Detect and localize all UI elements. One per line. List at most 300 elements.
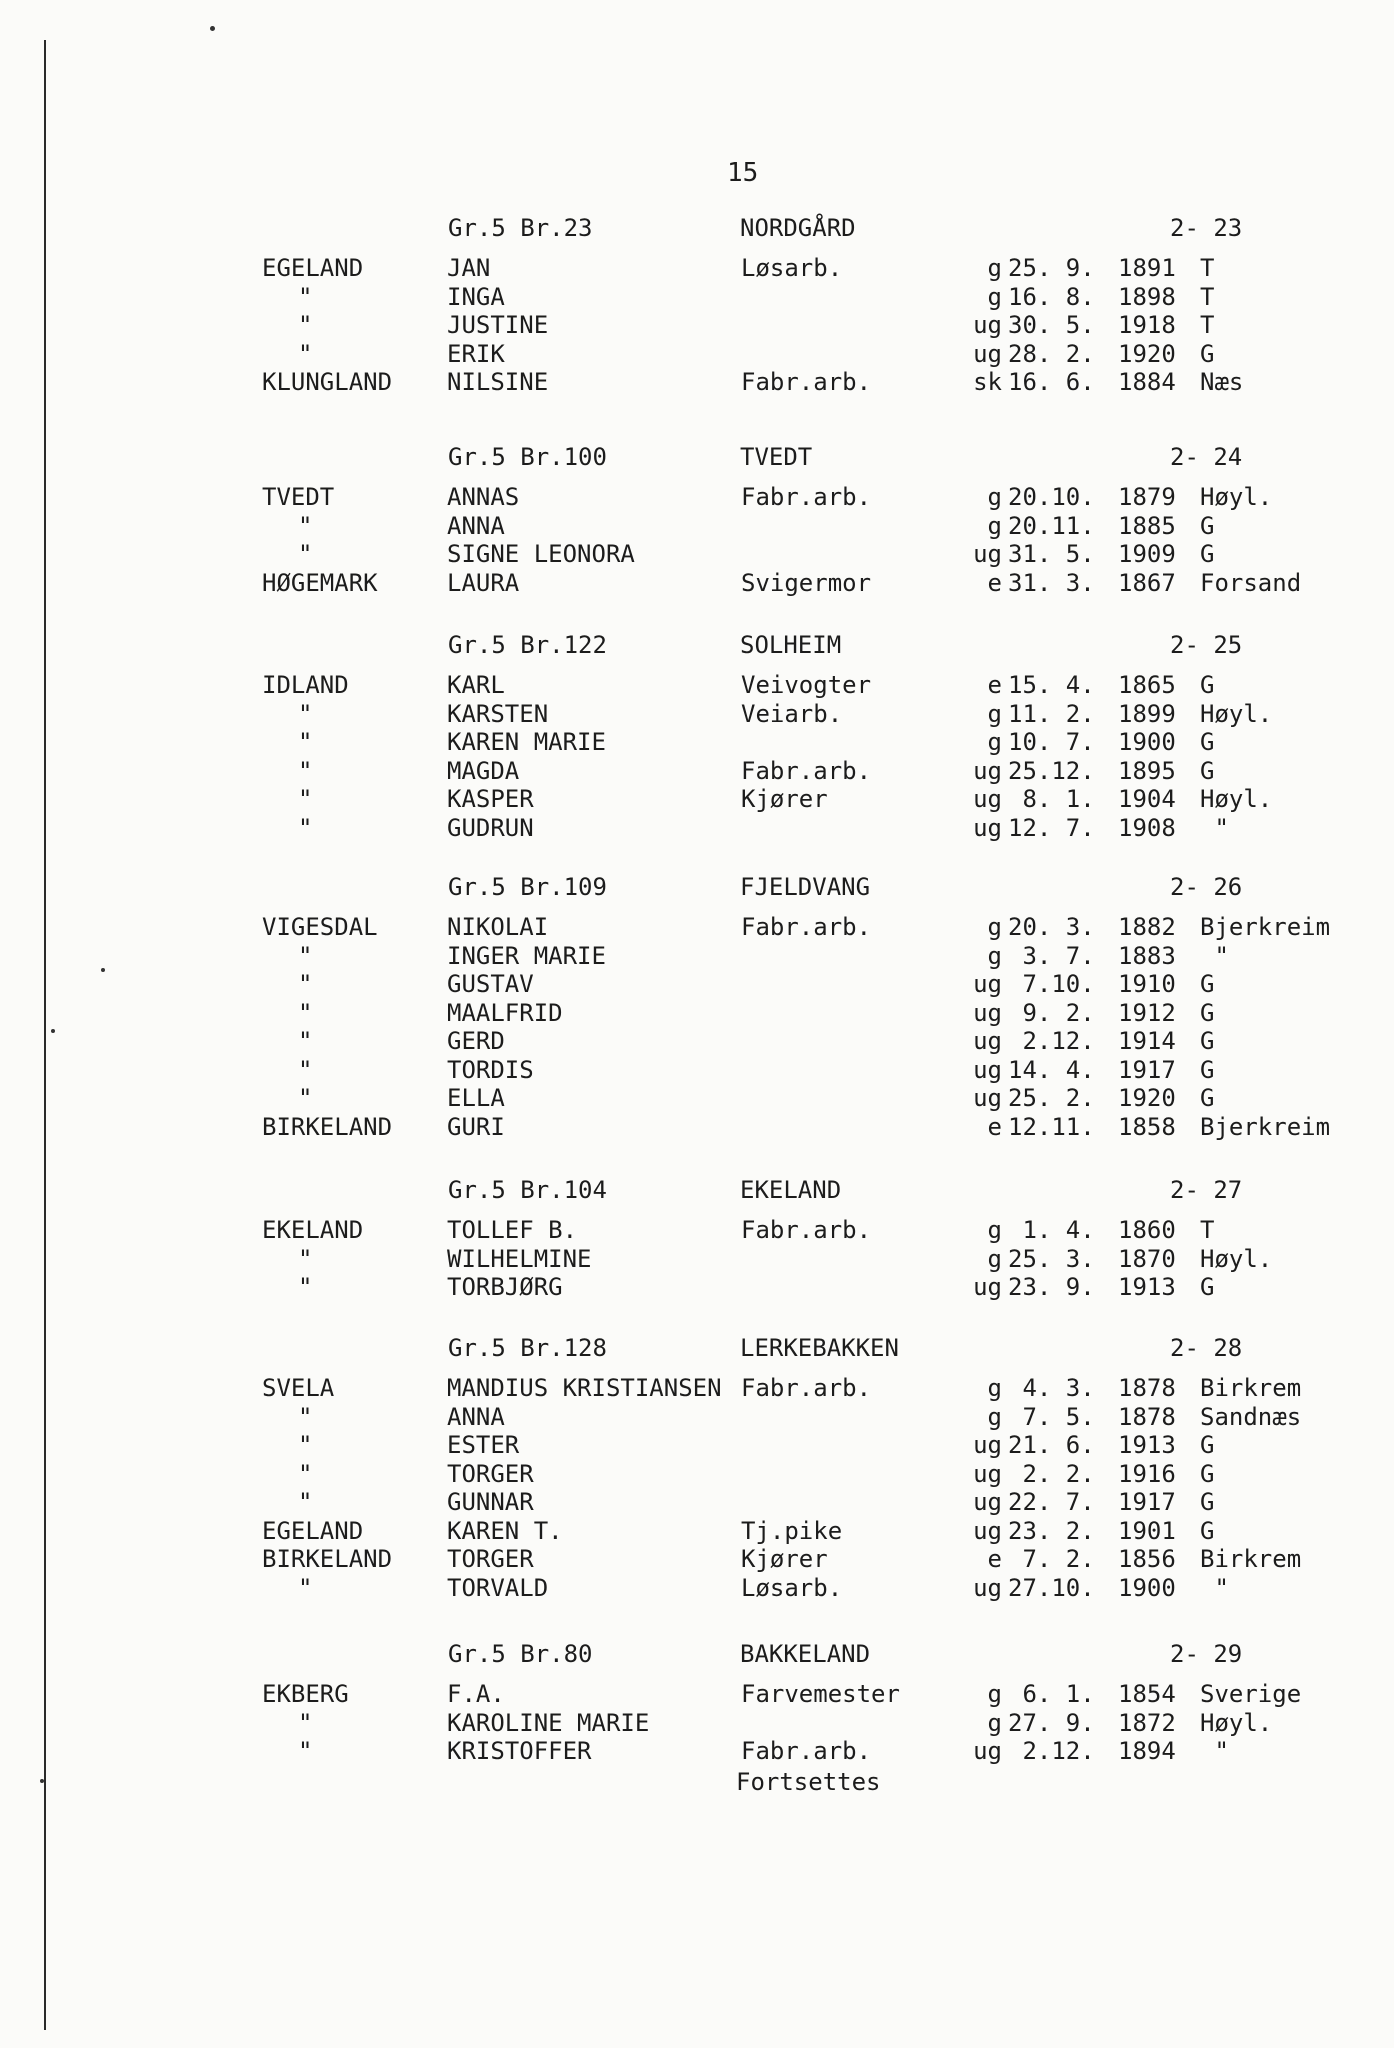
given-name: MAALFRID (447, 998, 563, 1027)
given-name: JUSTINE (447, 311, 549, 339)
birth-date: 4. 3. (1008, 1374, 1095, 1402)
surname: " (298, 970, 313, 998)
birth-year: 1900 (1118, 1573, 1176, 1602)
given-name: ANNA (447, 511, 505, 540)
section-header (0, 214, 1394, 248)
marital-status: g (987, 699, 1002, 728)
birth-place: G (1200, 1273, 1215, 1301)
birth-place: Høyl. (1200, 1244, 1273, 1273)
surname: " (298, 1273, 313, 1301)
table-row (0, 1574, 1394, 1604)
marital-status: g (987, 728, 1002, 756)
surname: " (298, 1027, 313, 1055)
surname: " (298, 1055, 313, 1084)
birth-place: G (1200, 671, 1215, 699)
section-farm-name: EKELAND (740, 1176, 842, 1204)
marital-status: g (987, 511, 1002, 540)
birth-year: 1894 (1118, 1737, 1176, 1765)
birth-date: 27. 9. (1008, 1708, 1095, 1737)
birth-date: 16. 8. (1008, 282, 1095, 311)
birth-place: G (1200, 1516, 1215, 1545)
section-ref: Gr.5 Br.122 (448, 631, 607, 659)
surname: EGELAND (262, 1516, 364, 1545)
birth-place: Sverige (1200, 1680, 1302, 1708)
given-name: TORGER (447, 1545, 534, 1573)
given-name: INGA (447, 282, 505, 311)
birth-date: 12.11. (1008, 1112, 1095, 1141)
birth-place: Bjerkreim (1200, 1112, 1331, 1141)
table-row (0, 970, 1394, 1000)
birth-place: G (1200, 970, 1215, 998)
table-row (0, 757, 1394, 787)
marital-status: g (987, 913, 1002, 941)
section-code: 2- 23 (1170, 214, 1243, 242)
occupation: Fabr.arb. (741, 368, 872, 396)
surname: " (298, 1084, 313, 1112)
section-farm-name: LERKEBAKKEN (740, 1334, 899, 1362)
section-header (0, 443, 1394, 477)
birth-year: 1878 (1118, 1374, 1176, 1402)
birth-place: " (1200, 1737, 1229, 1765)
birth-date: 22. 7. (1008, 1488, 1095, 1516)
section-header (0, 1176, 1394, 1210)
birth-year: 1872 (1118, 1708, 1176, 1737)
marital-status: ug (973, 1737, 1002, 1765)
scan-speck (210, 26, 215, 31)
table-row (0, 1431, 1394, 1461)
birth-year: 1856 (1118, 1545, 1176, 1573)
section-header (0, 1334, 1394, 1368)
marital-status: ug (973, 1516, 1002, 1545)
surname: " (298, 311, 313, 339)
given-name: GUSTAV (447, 970, 534, 998)
marital-status: ug (973, 1431, 1002, 1459)
section-code: 2- 24 (1170, 443, 1243, 471)
section-farm-name: SOLHEIM (740, 631, 842, 659)
surname: " (298, 282, 313, 311)
occupation: Kjører (741, 785, 828, 813)
birth-place: Høyl. (1200, 483, 1273, 511)
birth-place: G (1200, 1055, 1215, 1084)
marital-status: g (987, 483, 1002, 511)
birth-date: 14. 4. (1008, 1055, 1095, 1084)
birth-date: 20.10. (1008, 483, 1095, 511)
birth-date: 31. 3. (1008, 568, 1095, 597)
birth-year: 1865 (1118, 671, 1176, 699)
occupation: Løsarb. (741, 1573, 843, 1602)
birth-date: 2.12. (1008, 1027, 1095, 1055)
birth-place: G (1200, 728, 1215, 756)
birth-date: 25. 2. (1008, 1084, 1095, 1112)
surname: " (298, 699, 313, 728)
table-row (0, 254, 1394, 284)
birth-place: Høyl. (1200, 699, 1273, 728)
birth-place: Bjerkreim (1200, 913, 1331, 941)
surname: " (298, 941, 313, 970)
marital-status: g (987, 1680, 1002, 1708)
section-farm-name: NORDGÅRD (740, 214, 856, 242)
birth-date: 6. 1. (1008, 1680, 1095, 1708)
birth-place: G (1200, 1027, 1215, 1055)
birth-year: 1918 (1118, 311, 1176, 339)
table-row (0, 942, 1394, 972)
surname: BIRKELAND (262, 1545, 393, 1573)
occupation: Svigermor (741, 568, 872, 597)
occupation: Fabr.arb. (741, 756, 872, 785)
surname: " (298, 1402, 313, 1431)
given-name: MANDIUS KRISTIANSEN (447, 1374, 722, 1402)
occupation: Fabr.arb. (741, 1374, 872, 1402)
birth-place: G (1200, 1488, 1215, 1516)
table-row (0, 1027, 1394, 1057)
marital-status: ug (973, 1055, 1002, 1084)
birth-place: G (1200, 998, 1215, 1027)
surname: " (298, 756, 313, 785)
birth-date: 1. 4. (1008, 1216, 1095, 1244)
birth-date: 23. 2. (1008, 1516, 1095, 1545)
table-row (0, 1545, 1394, 1575)
given-name: ERIK (447, 339, 505, 368)
birth-year: 1858 (1118, 1112, 1176, 1141)
birth-year: 1917 (1118, 1488, 1176, 1516)
birth-date: 30. 5. (1008, 311, 1095, 339)
table-row (0, 1273, 1394, 1303)
surname: IDLAND (262, 671, 349, 699)
marital-status: g (987, 1708, 1002, 1737)
birth-year: 1900 (1118, 728, 1176, 756)
marital-status: ug (973, 1084, 1002, 1112)
birth-year: 1883 (1118, 941, 1176, 970)
table-row (0, 671, 1394, 701)
table-row (0, 1680, 1394, 1710)
table-row (0, 1709, 1394, 1739)
birth-place: G (1200, 1459, 1215, 1488)
given-name: F.A. (447, 1680, 505, 1708)
marital-status: g (987, 1216, 1002, 1244)
table-row (0, 1374, 1394, 1404)
birth-date: 31. 5. (1008, 540, 1095, 568)
surname: " (298, 1431, 313, 1459)
table-row (0, 483, 1394, 513)
given-name: KASPER (447, 785, 534, 813)
birth-date: 7. 2. (1008, 1545, 1095, 1573)
marital-status: ug (973, 998, 1002, 1027)
given-name: GUDRUN (447, 813, 534, 842)
marital-status: ug (973, 1027, 1002, 1055)
occupation: Veiarb. (741, 699, 843, 728)
birth-place: G (1200, 540, 1215, 568)
table-row (0, 311, 1394, 341)
given-name: JAN (447, 254, 491, 282)
section-header (0, 873, 1394, 907)
table-row (0, 913, 1394, 943)
given-name: KAROLINE MARIE (447, 1708, 650, 1737)
birth-date: 10. 7. (1008, 728, 1095, 756)
birth-place: " (1200, 813, 1229, 842)
birth-place: T (1200, 1216, 1215, 1244)
birth-place: Forsand (1200, 568, 1302, 597)
scan-speck (40, 1779, 44, 1783)
birth-date: 11. 2. (1008, 699, 1095, 728)
given-name: NIKOLAI (447, 913, 549, 941)
birth-date: 20.11. (1008, 511, 1095, 540)
table-row (0, 1113, 1394, 1143)
marital-status: ug (973, 311, 1002, 339)
birth-year: 1860 (1118, 1216, 1176, 1244)
table-row (0, 569, 1394, 599)
table-row (0, 1245, 1394, 1275)
table-row (0, 512, 1394, 542)
birth-year: 1885 (1118, 511, 1176, 540)
section-farm-name: BAKKELAND (740, 1640, 871, 1668)
table-row (0, 1084, 1394, 1114)
given-name: LAURA (447, 568, 520, 597)
birth-year: 1878 (1118, 1402, 1176, 1431)
birth-date: 8. 1. (1008, 785, 1095, 813)
given-name: WILHELMINE (447, 1244, 592, 1273)
birth-date: 12. 7. (1008, 813, 1095, 842)
surname: " (298, 998, 313, 1027)
marital-status: e (987, 671, 1002, 699)
surname: EGELAND (262, 254, 364, 282)
table-row (0, 1488, 1394, 1518)
surname: " (298, 785, 313, 813)
table-row (0, 1403, 1394, 1433)
birth-place: G (1200, 1431, 1215, 1459)
table-row (0, 540, 1394, 570)
surname: " (298, 728, 313, 756)
section-header (0, 631, 1394, 665)
birth-place: Birkrem (1200, 1545, 1302, 1573)
birth-place: G (1200, 756, 1215, 785)
given-name: ESTER (447, 1431, 520, 1459)
surname: EKELAND (262, 1216, 364, 1244)
birth-place: Høyl. (1200, 785, 1273, 813)
given-name: TORGER (447, 1459, 534, 1488)
surname: HØGEMARK (262, 568, 378, 597)
marital-status: ug (973, 970, 1002, 998)
table-row (0, 1737, 1394, 1767)
surname: EKBERG (262, 1680, 349, 1708)
birth-place: Høyl. (1200, 1708, 1273, 1737)
marital-status: g (987, 1244, 1002, 1273)
birth-date: 25. 9. (1008, 254, 1095, 282)
surname: " (298, 1488, 313, 1516)
section-header (0, 1640, 1394, 1674)
section-ref: Gr.5 Br.104 (448, 1176, 607, 1204)
given-name: TORVALD (447, 1573, 549, 1602)
birth-year: 1914 (1118, 1027, 1176, 1055)
section-ref: Gr.5 Br.109 (448, 873, 607, 901)
birth-year: 1898 (1118, 282, 1176, 311)
birth-place: G (1200, 1084, 1215, 1112)
birth-year: 1917 (1118, 1055, 1176, 1084)
table-row (0, 814, 1394, 844)
section-farm-name: FJELDVANG (740, 873, 871, 901)
table-row (0, 728, 1394, 758)
given-name: NILSINE (447, 368, 549, 396)
surname: " (298, 511, 313, 540)
given-name: ANNAS (447, 483, 520, 511)
birth-date: 3. 7. (1008, 941, 1095, 970)
birth-date: 7.10. (1008, 970, 1095, 998)
marital-status: e (987, 1545, 1002, 1573)
table-row (0, 368, 1394, 398)
marital-status: g (987, 282, 1002, 311)
birth-place: T (1200, 311, 1215, 339)
given-name: TORBJØRG (447, 1273, 563, 1301)
section-code: 2- 27 (1170, 1176, 1243, 1204)
surname: " (298, 339, 313, 368)
birth-year: 1909 (1118, 540, 1176, 568)
occupation: Kjører (741, 1545, 828, 1573)
birth-date: 21. 6. (1008, 1431, 1095, 1459)
section-code: 2- 25 (1170, 631, 1243, 659)
marital-status: ug (973, 1573, 1002, 1602)
birth-date: 20. 3. (1008, 913, 1095, 941)
given-name: TORDIS (447, 1055, 534, 1084)
birth-date: 27.10. (1008, 1573, 1095, 1602)
birth-date: 15. 4. (1008, 671, 1095, 699)
birth-year: 1916 (1118, 1459, 1176, 1488)
birth-year: 1879 (1118, 483, 1176, 511)
birth-year: 1913 (1118, 1431, 1176, 1459)
occupation: Fabr.arb. (741, 1216, 872, 1244)
table-row (0, 1056, 1394, 1086)
surname: KLUNGLAND (262, 368, 393, 396)
birth-place: T (1200, 282, 1215, 311)
birth-year: 1920 (1118, 1084, 1176, 1112)
table-row (0, 999, 1394, 1029)
marital-status: ug (973, 1273, 1002, 1301)
marital-status: ug (973, 540, 1002, 568)
given-name: ANNA (447, 1402, 505, 1431)
birth-year: 1882 (1118, 913, 1176, 941)
section-code: 2- 28 (1170, 1334, 1243, 1362)
given-name: KARSTEN (447, 699, 549, 728)
table-row (0, 340, 1394, 370)
occupation: Fabr.arb. (741, 1737, 872, 1765)
given-name: MAGDA (447, 756, 520, 785)
marital-status: e (987, 1112, 1002, 1141)
surname: " (298, 540, 313, 568)
birth-date: 16. 6. (1008, 368, 1095, 396)
birth-place: T (1200, 254, 1215, 282)
table-row (0, 1216, 1394, 1246)
section-farm-name: TVEDT (740, 443, 813, 471)
given-name: INGER MARIE (447, 941, 606, 970)
birth-year: 1870 (1118, 1244, 1176, 1273)
marital-status: ug (973, 756, 1002, 785)
given-name: ELLA (447, 1084, 505, 1112)
table-row (0, 1460, 1394, 1490)
occupation: Løsarb. (741, 254, 843, 282)
birth-year: 1895 (1118, 756, 1176, 785)
birth-date: 2.12. (1008, 1737, 1095, 1765)
section-ref: Gr.5 Br.80 (448, 1640, 593, 1668)
continued-label: Fortsettes (736, 1768, 881, 1796)
birth-year: 1867 (1118, 568, 1176, 597)
birth-year: 1920 (1118, 339, 1176, 368)
section-ref: Gr.5 Br.100 (448, 443, 607, 471)
birth-place: " (1200, 1573, 1229, 1602)
birth-date: 9. 2. (1008, 998, 1095, 1027)
table-row (0, 283, 1394, 313)
birth-year: 1904 (1118, 785, 1176, 813)
page-number: 15 (727, 158, 759, 188)
occupation: Fabr.arb. (741, 913, 872, 941)
given-name: GERD (447, 1027, 505, 1055)
given-name: KRISTOFFER (447, 1737, 592, 1765)
section-ref: Gr.5 Br.23 (448, 214, 593, 242)
surname: " (298, 1708, 313, 1737)
section-code: 2- 29 (1170, 1640, 1243, 1668)
birth-year: 1908 (1118, 813, 1176, 842)
marital-status: ug (973, 813, 1002, 842)
birth-year: 1891 (1118, 254, 1176, 282)
marital-status: g (987, 1402, 1002, 1431)
section-code: 2- 26 (1170, 873, 1243, 901)
birth-date: 7. 5. (1008, 1402, 1095, 1431)
surname: SVELA (262, 1374, 335, 1402)
birth-year: 1854 (1118, 1680, 1176, 1708)
table-row (0, 700, 1394, 730)
marital-status: ug (973, 785, 1002, 813)
birth-year: 1884 (1118, 368, 1176, 396)
surname: VIGESDAL (262, 913, 378, 941)
given-name: KAREN MARIE (447, 728, 606, 756)
marital-status: ug (973, 1459, 1002, 1488)
birth-place: G (1200, 511, 1215, 540)
birth-place: Birkrem (1200, 1374, 1302, 1402)
birth-date: 28. 2. (1008, 339, 1095, 368)
occupation: Fabr.arb. (741, 483, 872, 511)
birth-year: 1910 (1118, 970, 1176, 998)
given-name: KARL (447, 671, 505, 699)
marital-status: ug (973, 1488, 1002, 1516)
occupation: Farvemester (741, 1680, 900, 1708)
surname: " (298, 813, 313, 842)
birth-year: 1901 (1118, 1516, 1176, 1545)
surname: TVEDT (262, 483, 335, 511)
surname: " (298, 1459, 313, 1488)
surname: " (298, 1244, 313, 1273)
birth-place: Sandnæs (1200, 1402, 1302, 1431)
birth-year: 1899 (1118, 699, 1176, 728)
occupation: Tj.pike (741, 1516, 843, 1545)
birth-date: 2. 2. (1008, 1459, 1095, 1488)
occupation: Veivogter (741, 671, 872, 699)
birth-year: 1913 (1118, 1273, 1176, 1301)
birth-place: Næs (1200, 368, 1244, 396)
given-name: GUNNAR (447, 1488, 534, 1516)
birth-date: 23. 9. (1008, 1273, 1095, 1301)
birth-date: 25. 3. (1008, 1244, 1095, 1273)
section-ref: Gr.5 Br.128 (448, 1334, 607, 1362)
marital-status: e (987, 568, 1002, 597)
marital-status: sk (973, 368, 1002, 396)
table-row (0, 785, 1394, 815)
birth-year: 1912 (1118, 998, 1176, 1027)
table-row (0, 1517, 1394, 1547)
given-name: TOLLEF B. (447, 1216, 578, 1244)
surname: BIRKELAND (262, 1112, 393, 1141)
given-name: GURI (447, 1112, 505, 1141)
marital-status: g (987, 1374, 1002, 1402)
surname: " (298, 1573, 313, 1602)
given-name: SIGNE LEONORA (447, 540, 635, 568)
birth-date: 25.12. (1008, 756, 1095, 785)
